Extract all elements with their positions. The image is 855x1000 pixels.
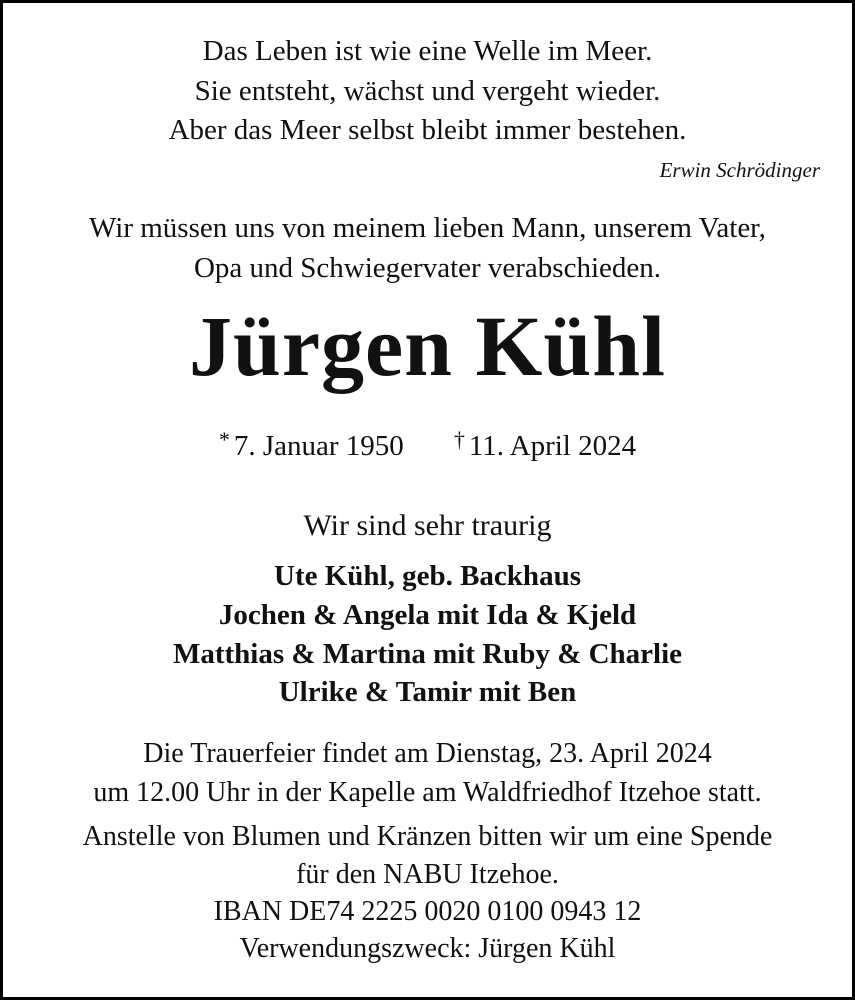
birth-mark: * <box>218 427 230 452</box>
donation-line-1: Anstelle von Blumen und Kränzen bitten wir um eine Spende <box>82 821 773 852</box>
mourner-name: Matthias & Martina mit Ruby & Charlie <box>172 638 683 670</box>
reference-line: Verwendungszweck: Jürgen Kühl <box>239 933 616 964</box>
birth-date: 7. Januar 1950 <box>233 430 404 462</box>
death-date: 11. April 2024 <box>468 430 637 462</box>
death-mark: † <box>453 427 465 452</box>
intro-line-2: Opa und Schwiegervater verabschieden. <box>193 252 662 284</box>
mourner-name: Ute Kühl, geb. Backhaus <box>274 560 581 592</box>
quote-line-2: Sie entsteht, wächst und vergeht wieder. <box>194 75 661 107</box>
deceased-name: Jürgen Kühl <box>189 298 666 394</box>
intro-line-1: Wir müssen uns von meinem lieben Mann, unserem Vater, <box>89 212 766 244</box>
mourner-name: Jochen & Angela mit Ida & Kjeld <box>218 599 637 631</box>
quote-author: Erwin Schrödinger <box>659 158 820 182</box>
mourner-name: Ulrike & Tamir mit Ben <box>278 676 577 708</box>
service-line-2: um 12.00 Uhr in der Kapelle am Waldfriedhof Itzehoe statt. <box>93 777 762 808</box>
service-line-1: Die Trauerfeier findet am Dienstag, 23. April 2024 <box>143 738 712 769</box>
life-dates <box>3 427 852 463</box>
quote-line-3: Aber das Meer selbst bleibt immer bestehen. <box>168 114 687 146</box>
donation-line-2: für den NABU Itzehoe. <box>296 859 559 890</box>
mourners-heading: Wir sind sehr traurig <box>303 509 552 542</box>
iban-line: IBAN DE74 2225 0020 0100 0943 12 <box>213 896 642 927</box>
quote-line-1: Das Leben ist wie eine Welle im Meer. <box>202 35 653 67</box>
